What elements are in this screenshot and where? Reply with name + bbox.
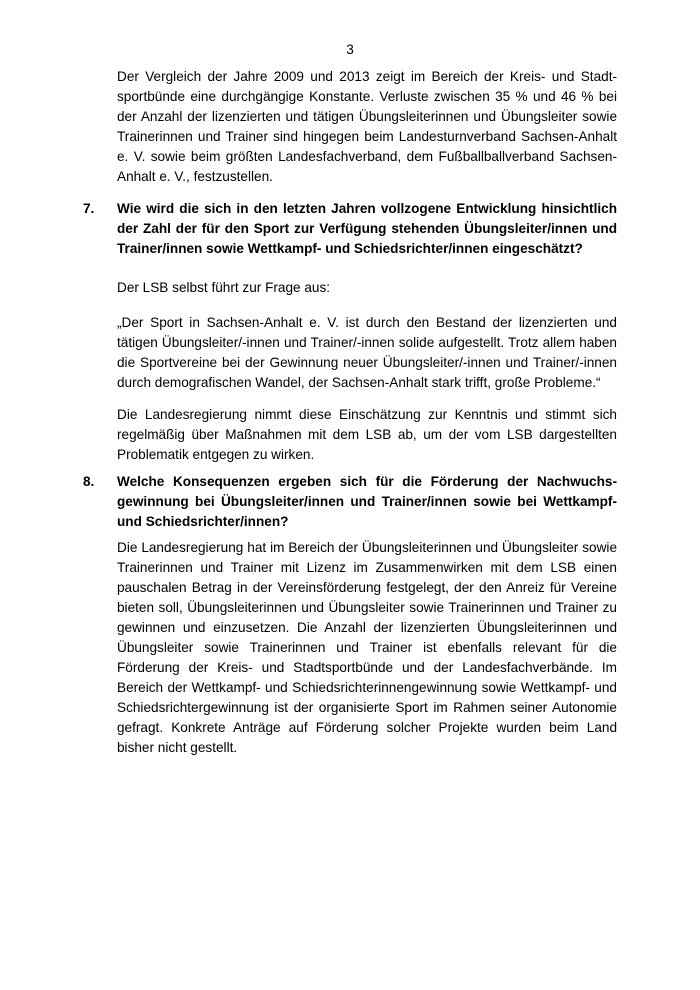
quote-paragraph: „Der Sport in Sachsen-Anhalt e. V. ist durch den Bestand der lizenzierten und tätigen Übungsleiter/-innen und Trainer/-innen solide aufgestellt. Trotz allem haben die Sportvereine bei der Gewinnung neuer Übungsleiter/-innen und Trainer/-innen durch demografischen Wandel, der Sachsen-Anhalt stark trifft, große Probleme.“ <box>117 315 617 390</box>
page-number: 3 <box>346 42 354 57</box>
question-7 <box>83 199 617 259</box>
question-number: 7. <box>83 201 95 216</box>
intro-paragraph: Der Vergleich der Jahre 2009 und 2013 zeigt im Bereich der Kreis- und Stadtsportbünde eine durchgängige Konstante. Verluste zwischen 35 % und 46 % bei der Anzahl der lizenzierten und tätigen Übungsleiterinnen und Übungsleiter sowie Trainerinnen und Trainer sind hingegen beim Landesturnverband Sachsen-Anhalt e. V. sowie beim größten Landesfachverband, dem Fußballballverband Sachsen-Anhalt e. V., festzustellen. <box>117 69 617 184</box>
question-number: 8. <box>83 474 95 489</box>
question-8 <box>83 472 617 532</box>
question-text: Wie wird die sich in den letzten Jahren vollzogene Entwicklung hinsichtlich der Zahl der für den Sport zur Verfügung stehenden Übungsleiter/innen und Trainer/innen sowie Wettkampf- und Schiedsrichter/innen eingeschätzt? <box>117 201 617 256</box>
question-text: Welche Konsequenzen ergeben sich für die Förderung der Nachwuchsgewinnung bei Übungsleiter/innen und Trainer/innen sowie bei Wettkampf- und Schiedsrichter/innen? <box>117 474 617 529</box>
answer-paragraph: Die Landesregierung hat im Bereich der Übungsleiterinnen und Übungsleiter sowie Trainerinnen und Trainer mit Lizenz im Zusammenwirken mit dem LSB einen pauschalen Betrag in der Vereinsförderung festgelegt, der den Anreiz für Vereine bieten soll, Übungsleiterinnen und Übungsleiter sowie Trainerinnen und Trainer zu gewinnen und einzusetzen. Die Anzahl der lizenzierten Übungsleiterinnen und Übungsleiter sowie Trainerinnen und Trainer ist ebenfalls relevant für die Förderung der Kreis- und Stadtsportbünde und der Landesfachverbände. Im Bereich der Wettkampf- und Schiedsrichterinnengewinnung sowie Wettkampf- und Schiedsrichtergewinnung ist der organisierte Sport im Rahmen seiner Autonomie gefragt. Konkrete Anträge auf Förderung solcher Projekte wurden beim Land bisher nicht gestellt. <box>117 540 617 755</box>
answer-paragraph: Der LSB selbst führt zur Frage aus: <box>117 280 331 295</box>
answer-paragraph: Die Landesregierung nimmt diese Einschätzung zur Kenntnis und stimmt sich regelmäßig über Maßnahmen mit dem LSB ab, um der vom LSB dargestellten Problematik entgegen zu wirken. <box>117 407 617 462</box>
